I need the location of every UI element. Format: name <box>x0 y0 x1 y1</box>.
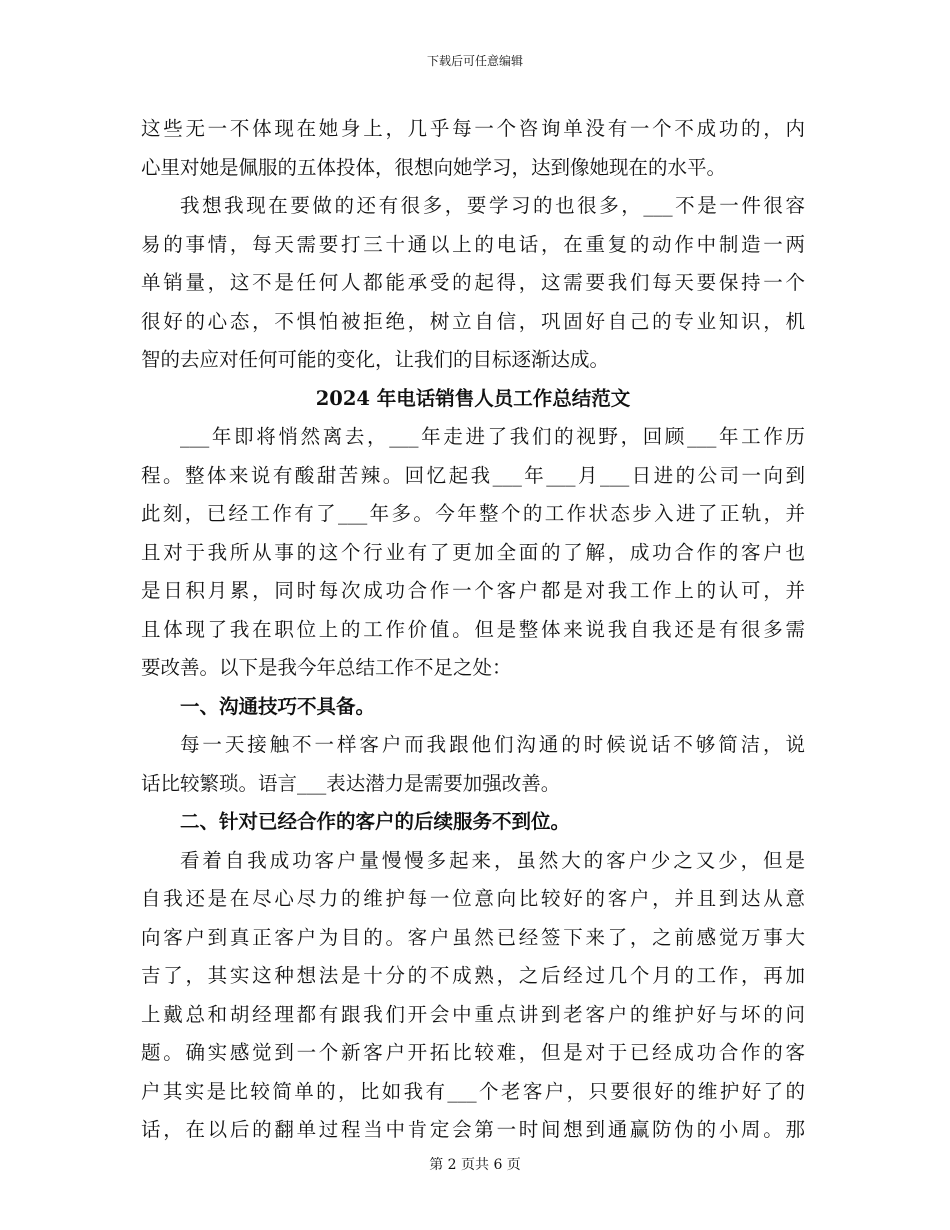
body-line: 且体现了我在职位上的工作价值。但是整体来说我自我还是有很多需 <box>141 617 805 641</box>
page-footer: 第 2 页共 6 页 <box>429 1157 521 1173</box>
body-line: 这些无一不体现在她身上，几乎每一个咨询单没有一个不成功的，内 <box>141 117 805 140</box>
subheading-2: 二、针对已经合作的客户的后续服务不到位。 <box>180 810 571 833</box>
section-title: 2024 年电话销售人员工作总结范文 <box>315 386 631 410</box>
body-line: 智的去应对任何可能的变化，让我们的目标逐渐达成。 <box>141 348 610 371</box>
body-line: 易的事情，每天需要打三十通以上的电话，在重复的动作中制造一两 <box>141 232 805 256</box>
page-header: 下载后可任意编辑 <box>426 54 523 68</box>
body-line: ___年即将悄然离去，___年走进了我们的视野，回顾___年工作历 <box>180 425 805 448</box>
subheading-1: 一、沟通技巧不具备。 <box>180 694 376 718</box>
body-line: 吉了，其实这种想法是十分的不成熟，之后经过几个月的工作，再加 <box>141 964 805 987</box>
body-line: 且对于我所从事的这个行业有了更加全面的了解，成功合作的客户也 <box>141 540 805 564</box>
body-line: 程。整体来说有酸甜苦辣。回忆起我___年___月___日进的公司一向到 <box>141 463 805 487</box>
body-line: 题。确实感觉到一个新客户开拓比较难，但是对于已经成功合作的客 <box>141 1041 805 1064</box>
body-line: 上戴总和胡经理都有跟我们开会中重点讲到老客户的维护好与坏的问 <box>141 1002 805 1026</box>
body-line: 要改善。以下是我今年总结工作不足之处： <box>141 656 512 679</box>
body-line: 自我还是在尽心尽力的维护每一位意向比较好的客户，并且到达从意 <box>141 887 805 910</box>
body-line: 户其实是比较简单的，比如我有___个老客户，只要很好的维护好了的 <box>141 1079 805 1103</box>
body-line: 心里对她是佩服的五体投体，很想向她学习，达到像她现在的水平。 <box>141 155 727 179</box>
body-line: 很好的心态，不惧怕被拒绝，树立自信，巩固好自己的专业知识，机 <box>141 309 805 333</box>
body-line: 话比较繁琐。语言___表达潜力是需要加强改善。 <box>141 771 561 795</box>
body-line: 我想我现在要做的还有很多，要学习的也很多，___不是一件很容 <box>180 194 805 217</box>
body-line: 是日积月累，同时每次成功合作一个客户都是对我工作上的认可，并 <box>141 579 805 602</box>
body-line: 每一天接触不一样客户而我跟他们沟通的时候说话不够简洁，说 <box>180 733 805 756</box>
body-line: 此刻，已经工作有了___年多。今年整个的工作状态步入进了正轨，并 <box>141 502 805 525</box>
body-line: 看着自我成功客户量慢慢多起来，虽然大的客户少之又少，但是 <box>180 848 805 872</box>
document-body <box>141 110 805 1150</box>
body-line: 单销量，这不是任何人都能承受的起得，这需要我们每天要保持一个 <box>141 271 805 294</box>
body-line: 话，在以后的翻单过程当中肯定会第一时间想到通赢防伪的小周。那 <box>141 1118 805 1141</box>
body-line: 向客户到真正客户为目的。客户虽然已经签下来了，之前感觉万事大 <box>141 925 805 949</box>
